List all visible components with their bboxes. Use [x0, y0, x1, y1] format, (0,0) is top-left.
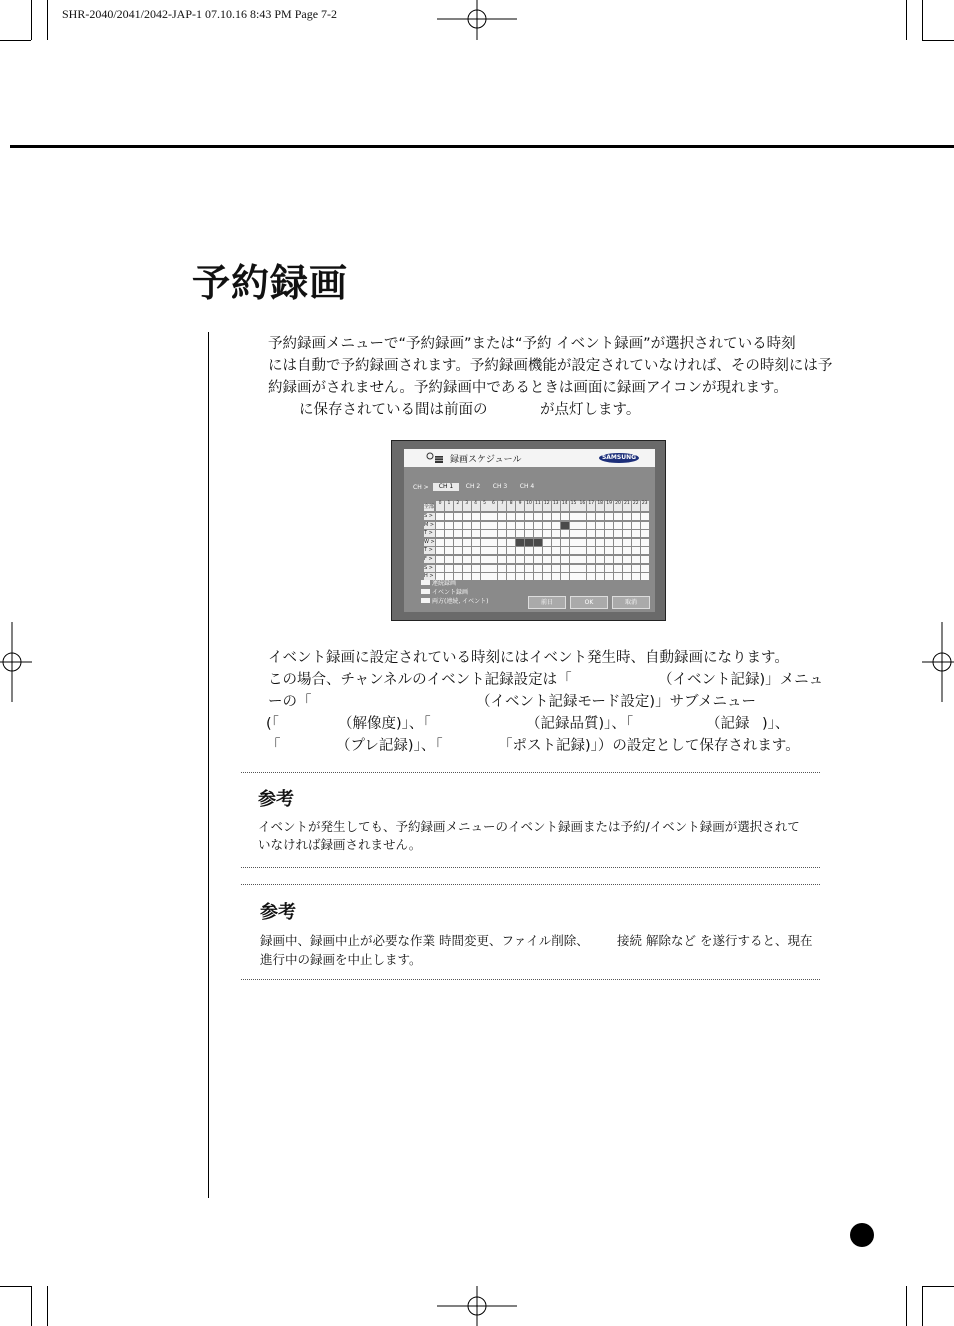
schedule-cell[interactable]: [498, 539, 506, 546]
schedule-cell[interactable]: [445, 513, 453, 520]
schedule-cell[interactable]: [463, 530, 471, 537]
schedule-cell[interactable]: [587, 513, 595, 520]
day-label[interactable]: T >: [424, 530, 435, 537]
schedule-cell[interactable]: [507, 522, 515, 529]
schedule-cell[interactable]: [507, 530, 515, 537]
tab-ch1[interactable]: CH 1: [433, 483, 459, 491]
event-line: イベント録画に設定されている時刻にはイベント発生時、自動録画になります。: [268, 650, 789, 666]
schedule-cell[interactable]: [481, 522, 489, 529]
schedule-cell[interactable]: [454, 573, 462, 580]
schedule-cell[interactable]: [570, 556, 578, 563]
schedule-cell[interactable]: [534, 573, 542, 580]
schedule-cell[interactable]: [445, 556, 453, 563]
schedule-cell[interactable]: [632, 522, 640, 529]
schedule-cell[interactable]: [445, 565, 453, 572]
legend-continuous: 連続録画: [432, 580, 457, 587]
schedule-cell[interactable]: [445, 539, 453, 546]
crop-mark: [47, 0, 48, 40]
hour-label[interactable]: 14: [561, 501, 569, 511]
hour-label[interactable]: 22: [632, 501, 640, 511]
tab-ch4[interactable]: CH 4: [519, 483, 535, 490]
schedule-cell[interactable]: [534, 556, 542, 563]
schedule-cell[interactable]: [436, 565, 444, 572]
schedule-cell[interactable]: [596, 522, 604, 529]
note-divider: [241, 772, 820, 773]
all-label[interactable]: 全部: [424, 504, 435, 510]
hour-label[interactable]: 19: [605, 501, 613, 511]
day-label[interactable]: T >: [424, 547, 435, 554]
event-line: 「ポスト記録)」）の設定として保存されます。: [498, 738, 800, 754]
intro-line: 予約録画メニューで“予約録画”または“予約 イベント録画”が選択されている時刻: [268, 336, 796, 352]
hour-label[interactable]: 9: [516, 501, 524, 511]
hour-label[interactable]: 23: [641, 501, 649, 511]
schedule-cell[interactable]: [641, 547, 649, 554]
schedule-cell[interactable]: [454, 565, 462, 572]
hour-label[interactable]: 4: [472, 501, 480, 511]
hour-label[interactable]: 12: [543, 501, 551, 511]
day-label[interactable]: S >: [424, 565, 435, 572]
schedule-cell[interactable]: [570, 522, 578, 529]
schedule-cell[interactable]: [596, 573, 604, 580]
schedule-cell[interactable]: [578, 547, 586, 554]
schedule-cell[interactable]: [632, 573, 640, 580]
schedule-cell[interactable]: [578, 556, 586, 563]
hour-label[interactable]: 0: [436, 501, 444, 511]
crop-mark: [0, 40, 31, 41]
schedule-cell[interactable]: [596, 539, 604, 546]
schedule-cell[interactable]: [525, 513, 533, 520]
schedule-cell[interactable]: [525, 530, 533, 537]
schedule-cell[interactable]: [623, 573, 631, 580]
schedule-cell[interactable]: [543, 522, 551, 529]
schedule-cell[interactable]: [543, 513, 551, 520]
schedule-cell[interactable]: [507, 539, 515, 546]
schedule-cell[interactable]: [516, 547, 524, 554]
schedule-cell[interactable]: [561, 565, 569, 572]
schedule-cell[interactable]: [472, 573, 480, 580]
event-line: （イベント記録モード設定)」サブメニュー: [476, 694, 756, 710]
hour-label[interactable]: 6: [489, 501, 497, 511]
legend-swatch: [421, 580, 430, 585]
schedule-cell[interactable]: [641, 539, 649, 546]
schedule-cell[interactable]: [632, 513, 640, 520]
schedule-cell[interactable]: [445, 530, 453, 537]
schedule-cell[interactable]: [641, 556, 649, 563]
schedule-titlebar: [404, 449, 655, 467]
page-marker: [850, 1223, 874, 1247]
schedule-cell[interactable]: [543, 530, 551, 537]
event-line: 「: [266, 738, 281, 754]
hour-label[interactable]: 17: [587, 501, 595, 511]
schedule-cell[interactable]: [481, 539, 489, 546]
schedule-cell[interactable]: [454, 513, 462, 520]
event-line: （イベント記録)」メニュ: [658, 672, 824, 688]
schedule-cell[interactable]: [481, 530, 489, 537]
schedule-cell[interactable]: [614, 530, 622, 537]
schedule-cell[interactable]: [587, 539, 595, 546]
event-line: （記録: [706, 716, 750, 732]
schedule-cell[interactable]: [445, 547, 453, 554]
schedule-cell[interactable]: [534, 522, 542, 529]
hour-label[interactable]: 16: [578, 501, 586, 511]
hour-label[interactable]: 1: [445, 501, 453, 511]
schedule-cell[interactable]: [507, 556, 515, 563]
schedule-cell[interactable]: [516, 513, 524, 520]
schedule-cell[interactable]: [578, 573, 586, 580]
schedule-cell[interactable]: [516, 530, 524, 537]
cancel-button[interactable]: 取消: [612, 596, 650, 609]
hour-label[interactable]: 8: [507, 501, 515, 511]
schedule-cell[interactable]: [454, 522, 462, 529]
schedule-cell[interactable]: [641, 530, 649, 537]
schedule-cell[interactable]: [498, 556, 506, 563]
registration-mark-icon: [437, 0, 517, 40]
tab-ch2[interactable]: CH 2: [465, 483, 481, 490]
crop-mark: [906, 1286, 907, 1326]
note-divider: [241, 979, 820, 980]
crop-mark: [906, 0, 907, 40]
schedule-cell[interactable]: [525, 565, 533, 572]
schedule-cell[interactable]: [570, 513, 578, 520]
schedule-cell[interactable]: [498, 522, 506, 529]
schedule-cell[interactable]: [436, 547, 444, 554]
tab-ch3[interactable]: CH 3: [492, 483, 508, 490]
crop-mark: [922, 1286, 923, 1326]
intro-line: 約録画がされません。予約録画中であるときは画面に録画アイコンが現れます。: [268, 380, 788, 396]
schedule-cell[interactable]: [525, 547, 533, 554]
schedule-cell[interactable]: [463, 547, 471, 554]
intro-line: が点灯します。: [540, 402, 641, 418]
schedule-cell[interactable]: [623, 530, 631, 537]
schedule-cell[interactable]: [516, 522, 524, 529]
schedule-cell[interactable]: [605, 573, 613, 580]
schedule-cell[interactable]: [543, 573, 551, 580]
schedule-cell[interactable]: [489, 539, 497, 546]
legend-event: イベント録画: [432, 589, 469, 596]
hour-label[interactable]: 21: [623, 501, 631, 511]
schedule-cell[interactable]: [552, 530, 560, 537]
note-text: 進行中の録画を中止します。: [260, 952, 422, 967]
schedule-cell[interactable]: [543, 565, 551, 572]
schedule-cell[interactable]: [614, 556, 622, 563]
schedule-cell[interactable]: [632, 547, 640, 554]
schedule-cell[interactable]: [445, 522, 453, 529]
schedule-cell[interactable]: [596, 565, 604, 572]
day-label[interactable]: S >: [424, 513, 435, 520]
event-line: （プレ記録)」、「: [336, 738, 443, 754]
page-title: 予約録画: [192, 261, 349, 305]
schedule-cell[interactable]: [507, 513, 515, 520]
hour-label[interactable]: 7: [498, 501, 506, 511]
schedule-cell[interactable]: [436, 556, 444, 563]
schedule-cell[interactable]: [552, 565, 560, 572]
schedule-cell[interactable]: [614, 513, 622, 520]
schedule-cell[interactable]: [552, 513, 560, 520]
note-divider: [241, 867, 820, 868]
schedule-cell[interactable]: [605, 513, 613, 520]
schedule-cell[interactable]: [632, 530, 640, 537]
schedule-cell[interactable]: [472, 513, 480, 520]
schedule-cell[interactable]: [525, 522, 533, 529]
schedule-cell[interactable]: [605, 522, 613, 529]
schedule-cell[interactable]: [623, 539, 631, 546]
hour-label[interactable]: 5: [481, 501, 489, 511]
schedule-cell[interactable]: [561, 522, 569, 529]
note-heading: 参考: [258, 789, 294, 810]
event-line: ーの「: [268, 694, 312, 710]
schedule-screenshot: [391, 440, 666, 621]
schedule-cell[interactable]: [596, 556, 604, 563]
schedule-cell[interactable]: [570, 573, 578, 580]
schedule-cell[interactable]: [587, 547, 595, 554]
note-text: イベントが発生しても、予約録画メニューのイベント録画または予約/イベント録画が選択されて: [258, 819, 800, 834]
note-divider: [241, 884, 820, 885]
schedule-cell[interactable]: [623, 513, 631, 520]
schedule-cell[interactable]: [463, 573, 471, 580]
schedule-cell[interactable]: [516, 565, 524, 572]
hour-label[interactable]: 2: [454, 501, 462, 511]
schedule-cell[interactable]: [561, 539, 569, 546]
schedule-cell[interactable]: [587, 522, 595, 529]
schedule-cell[interactable]: [570, 547, 578, 554]
schedule-cell[interactable]: [481, 556, 489, 563]
schedule-cell[interactable]: [481, 513, 489, 520]
schedule-cell[interactable]: [516, 539, 524, 546]
schedule-cell[interactable]: [454, 556, 462, 563]
schedule-cell[interactable]: [543, 556, 551, 563]
schedule-cell[interactable]: [534, 547, 542, 554]
schedule-cell[interactable]: [605, 565, 613, 572]
schedule-cell[interactable]: [578, 522, 586, 529]
schedule-cell[interactable]: [463, 539, 471, 546]
schedule-cell[interactable]: [534, 539, 542, 546]
schedule-cell[interactable]: [436, 573, 444, 580]
schedule-cell[interactable]: [552, 539, 560, 546]
side-rule: [208, 332, 209, 1198]
schedule-cell[interactable]: [463, 522, 471, 529]
event-line: （記録品質)」、「: [526, 716, 634, 732]
schedule-cell[interactable]: [632, 565, 640, 572]
schedule-cell[interactable]: [472, 565, 480, 572]
schedule-cell[interactable]: [498, 513, 506, 520]
crop-mark: [922, 0, 923, 40]
schedule-cell[interactable]: [481, 565, 489, 572]
schedule-cell[interactable]: [516, 556, 524, 563]
schedule-cell[interactable]: [489, 513, 497, 520]
day-label[interactable]: M >: [424, 521, 435, 528]
intro-line: に保存されている間は前面の: [299, 402, 488, 418]
schedule-cell[interactable]: [454, 530, 462, 537]
schedule-cell[interactable]: [596, 547, 604, 554]
event-line: この場合、チャンネルのイベント記録設定は「: [268, 672, 572, 688]
schedule-cell[interactable]: [543, 539, 551, 546]
schedule-cell[interactable]: [641, 565, 649, 572]
schedule-cell[interactable]: [552, 573, 560, 580]
ok-button[interactable]: OK: [570, 596, 608, 609]
event-line: （解像度)」、「: [338, 716, 431, 732]
schedule-cell[interactable]: [587, 556, 595, 563]
schedule-cell[interactable]: [472, 522, 480, 529]
schedule-cell[interactable]: [570, 530, 578, 537]
schedule-cell[interactable]: [587, 573, 595, 580]
schedule-cell[interactable]: [552, 547, 560, 554]
hour-label[interactable]: 3: [463, 501, 471, 511]
day-label[interactable]: F >: [424, 556, 435, 563]
event-line: (「: [266, 716, 279, 732]
note-text: いなければ録画されません。: [258, 837, 422, 852]
schedule-cell[interactable]: [605, 547, 613, 554]
schedule-cell[interactable]: [623, 547, 631, 554]
schedule-cell[interactable]: [578, 530, 586, 537]
schedule-cell[interactable]: [570, 539, 578, 546]
prev-day-button[interactable]: 前日: [528, 596, 566, 609]
legend-swatch: [421, 598, 430, 603]
schedule-cell[interactable]: [543, 547, 551, 554]
schedule-cell[interactable]: [641, 522, 649, 529]
schedule-cell[interactable]: [561, 556, 569, 563]
schedule-cell[interactable]: [454, 547, 462, 554]
schedule-cell[interactable]: [552, 556, 560, 563]
schedule-cell[interactable]: [489, 556, 497, 563]
schedule-cell[interactable]: [516, 573, 524, 580]
schedule-cell[interactable]: [632, 556, 640, 563]
schedule-cell[interactable]: [507, 547, 515, 554]
schedule-cell[interactable]: [605, 539, 613, 546]
schedule-cell[interactable]: [445, 573, 453, 580]
day-label[interactable]: H >: [424, 573, 434, 580]
schedule-cell[interactable]: [623, 565, 631, 572]
schedule-cell[interactable]: [489, 565, 497, 572]
schedule-cell[interactable]: [561, 547, 569, 554]
legend-both: 両方(連続, イベント): [432, 598, 489, 605]
schedule-cell[interactable]: [489, 573, 497, 580]
schedule-cell[interactable]: [614, 522, 622, 529]
schedule-cell[interactable]: [552, 522, 560, 529]
schedule-cell[interactable]: [507, 573, 515, 580]
schedule-cell[interactable]: [472, 556, 480, 563]
schedule-cell[interactable]: [436, 522, 444, 529]
schedule-cell[interactable]: [641, 513, 649, 520]
schedule-panel: [404, 449, 655, 612]
schedule-cell[interactable]: [472, 530, 480, 537]
hour-label[interactable]: 20: [614, 501, 622, 511]
schedule-cell[interactable]: [436, 513, 444, 520]
schedule-cell[interactable]: [614, 547, 622, 554]
samsung-logo: SAMSUNG: [599, 453, 639, 463]
note-heading: 参考: [260, 902, 296, 923]
schedule-cell[interactable]: [623, 556, 631, 563]
schedule-cell[interactable]: [481, 547, 489, 554]
schedule-cell[interactable]: [561, 573, 569, 580]
ch-label: CH >: [413, 484, 429, 491]
schedule-cell[interactable]: [578, 539, 586, 546]
crop-mark: [31, 1286, 32, 1326]
registration-mark-icon: [437, 1286, 517, 1326]
registration-mark-icon: [0, 622, 32, 702]
schedule-cell[interactable]: [605, 530, 613, 537]
schedule-cell[interactable]: [525, 556, 533, 563]
schedule-cell[interactable]: [436, 539, 444, 546]
schedule-cell[interactable]: [498, 547, 506, 554]
schedule-cell[interactable]: [525, 573, 533, 580]
schedule-cell[interactable]: [481, 573, 489, 580]
schedule-cell[interactable]: [632, 539, 640, 546]
hour-label[interactable]: 13: [552, 501, 560, 511]
schedule-cell[interactable]: [454, 539, 462, 546]
schedule-cell[interactable]: [507, 565, 515, 572]
schedule-cell[interactable]: [489, 547, 497, 554]
crop-mark: [47, 1286, 48, 1326]
day-label[interactable]: W >: [424, 538, 435, 545]
schedule-cell[interactable]: [623, 522, 631, 529]
schedule-cell[interactable]: [436, 530, 444, 537]
schedule-cell[interactable]: [561, 530, 569, 537]
schedule-cell[interactable]: [605, 556, 613, 563]
event-line: )」、: [762, 716, 790, 732]
crop-mark: [31, 0, 32, 40]
schedule-cell[interactable]: [472, 547, 480, 554]
schedule-cell[interactable]: [561, 513, 569, 520]
schedule-cell[interactable]: [534, 565, 542, 572]
schedule-title: 録画スケジュール: [450, 455, 522, 465]
schedule-cell[interactable]: [596, 513, 604, 520]
schedule-cell[interactable]: [641, 573, 649, 580]
hour-label[interactable]: 10: [525, 501, 533, 511]
schedule-cell[interactable]: [463, 556, 471, 563]
schedule-cell[interactable]: [498, 565, 506, 572]
schedule-cell[interactable]: [498, 530, 506, 537]
crop-mark: [922, 40, 954, 41]
schedule-cell[interactable]: [525, 539, 533, 546]
schedule-cell[interactable]: [489, 530, 497, 537]
note-text: 録画中、録画中止が必要な作業 時間変更、ファイル削除、: [260, 933, 589, 948]
schedule-cell[interactable]: [498, 573, 506, 580]
record-schedule-icon: [426, 452, 444, 464]
schedule-cell[interactable]: [614, 565, 622, 572]
note-text: 接続 解除など を遂行すると、現在: [617, 933, 813, 948]
crop-mark: [922, 1286, 954, 1287]
schedule-cell[interactable]: [614, 539, 622, 546]
schedule-cell[interactable]: [570, 565, 578, 572]
schedule-cell[interactable]: [489, 522, 497, 529]
hour-label[interactable]: 15: [570, 501, 578, 511]
schedule-cell[interactable]: [578, 565, 586, 572]
schedule-cell[interactable]: [472, 539, 480, 546]
schedule-cell[interactable]: [578, 513, 586, 520]
schedule-cell[interactable]: [596, 530, 604, 537]
crop-mark: [0, 1286, 31, 1287]
schedule-cell[interactable]: [587, 565, 595, 572]
schedule-cell[interactable]: [463, 513, 471, 520]
top-rule: [10, 145, 954, 148]
schedule-cell[interactable]: [534, 513, 542, 520]
schedule-cell[interactable]: [614, 573, 622, 580]
intro-line: には自動で予約録画されます。予約録画機能が設定されていなければ、その時刻には予: [268, 358, 833, 374]
legend-swatch: [421, 589, 430, 594]
schedule-cell[interactable]: [534, 530, 542, 537]
schedule-cell[interactable]: [463, 565, 471, 572]
hour-label[interactable]: 11: [534, 501, 542, 511]
schedule-cell[interactable]: [587, 530, 595, 537]
hour-label[interactable]: 18: [596, 501, 604, 511]
registration-mark-icon: [922, 622, 954, 702]
print-slug: SHR-2040/2041/2042-JAP-1 07.10.16 8:43 PM Page 7-2: [62, 7, 338, 21]
